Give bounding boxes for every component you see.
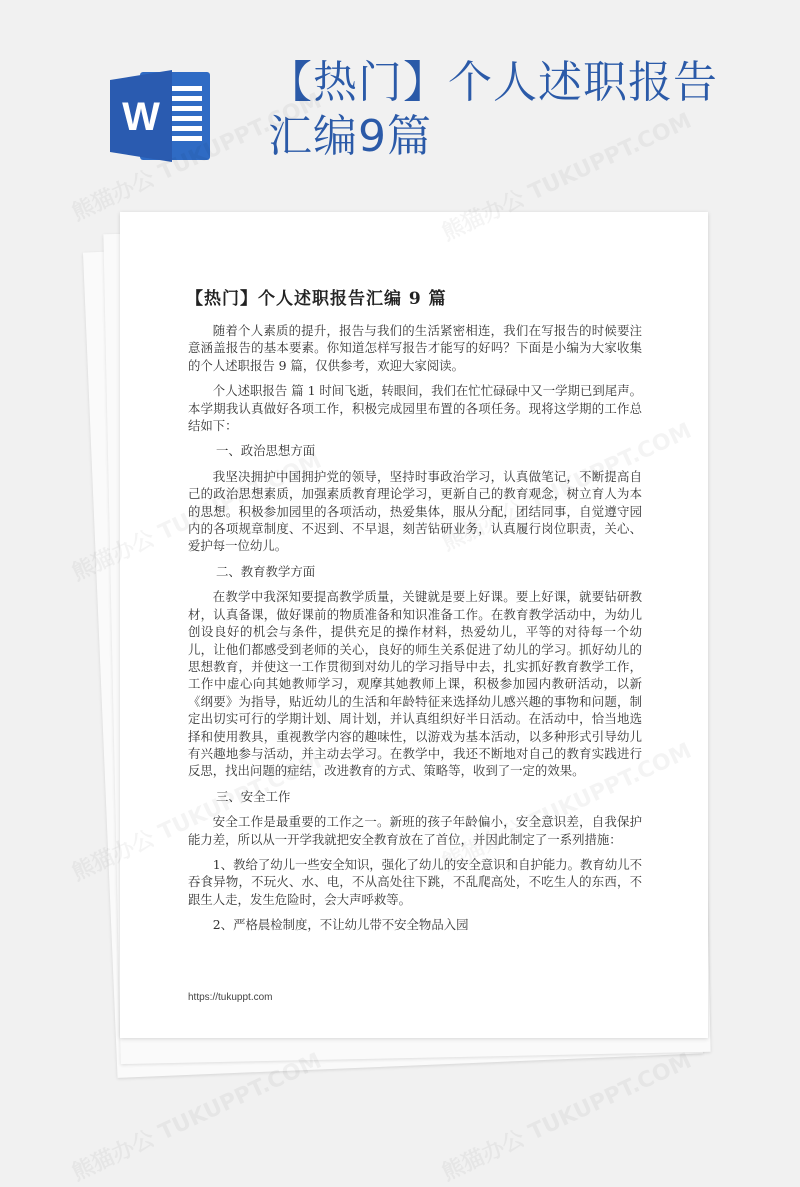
watermark-text xyxy=(436,1044,696,1187)
header-title: 【热门】个人述职报告汇编9篇 xyxy=(268,57,718,162)
paragraph: 我坚决拥护中国拥护党的领导，坚持时事政治学习，认真做笔记，不断提高自己的政治思想素质，加强素质教育理论学习，更新自己的教育观念，树立育人为本的思想。积极参加园里的各项活动，热爱集体，服从分配，团结同事，自觉遵守园内的各项规章制度、不迟到、不早退，刻苦钻研业务，认真履行岗位职责，关心、爱护每一位幼儿。 xyxy=(188,468,642,554)
paragraph: 1、教给了幼儿一些安全知识，强化了幼儿的安全意识和自护能力。教育幼儿不吞食异物，不玩火、水、电，不从高处往下跳，不乱爬高处，不吃生人的东西，不跟生人走，发生危险时，会大声呼救等。 xyxy=(188,856,642,907)
document-page xyxy=(120,212,708,1038)
footer-url: https://tukuppt.com xyxy=(188,992,273,1003)
paragraph: 个人述职报告 篇 1 时间飞逝，转眼间，我们在忙忙碌碌中又一学期已到尾声。本学期我认真做好各项工作，积极完成园里布置的各项任务。现将这学期的工作总结如下： xyxy=(188,383,642,434)
paragraph: 在教学中我深知要提高教学质量，关键就是要上好课。要上好课，就要钻研教材，认真备课，做好课前的物质准备和知识准备工作。在教育教学活动中，为幼儿创设良好的机会与条件，提供充足的操作材料，热爱幼儿，平等的对待每一个幼儿，让他们都感受到老师的关心，良好的师生关系促进了幼儿的学习。抓好幼儿的思想教育，并使这一工作贯彻到对幼儿的学习指导中去，扎实抓好教育教学工作，工作中虚心向其她教师学习，观摩其她教师上课，积极参加园内教研活动，以新《纲要》为指导，贴近幼儿的生活和年龄特征来选择幼儿感兴趣的事物和问题，制定出切实可行的学期计划、周计划，并认真组织好半日活动。在活动中，恰当地选择和使用教具，重视教学内容的趣味性，以游戏为基本活动，以多种形式引导幼儿有兴趣地参与活动，并主动去学习。在教学中，我还不断地对自己的教育实践进行反思，找出问题的症结，改进教育的方式、策略等，收到了一定的效果。 xyxy=(188,589,642,779)
paragraph: 安全工作是最重要的工作之一。新班的孩子年龄偏小，安全意识差，自我保护能力差，所以从一开学我就把安全教育放在了首位，并因此制定了一系列措施： xyxy=(188,814,642,847)
section-heading: 三、安全工作 xyxy=(216,788,291,804)
header xyxy=(0,0,800,200)
document-body xyxy=(188,322,642,942)
paragraph: 2、严格晨检制度，不让幼儿带不安全物品入园 xyxy=(212,917,469,933)
word-icon-letter: W xyxy=(122,95,160,139)
word-document-icon xyxy=(110,62,218,170)
section-heading: 一、政治思想方面 xyxy=(216,443,316,459)
paragraph: 随着个人素质的提升，报告与我们的生活紧密相连，我们在写报告的时候要注意涵盖报告的基本要素。你知道怎样写报告才能写的好吗？下面是小编为大家收集的个人述职报告 9 篇，仅供参考，欢迎大家阅读。 xyxy=(188,323,642,373)
section-heading: 二、教育教学方面 xyxy=(216,563,316,579)
document-title: 【热门】个人述职报告汇编 9 篇 xyxy=(186,289,447,309)
